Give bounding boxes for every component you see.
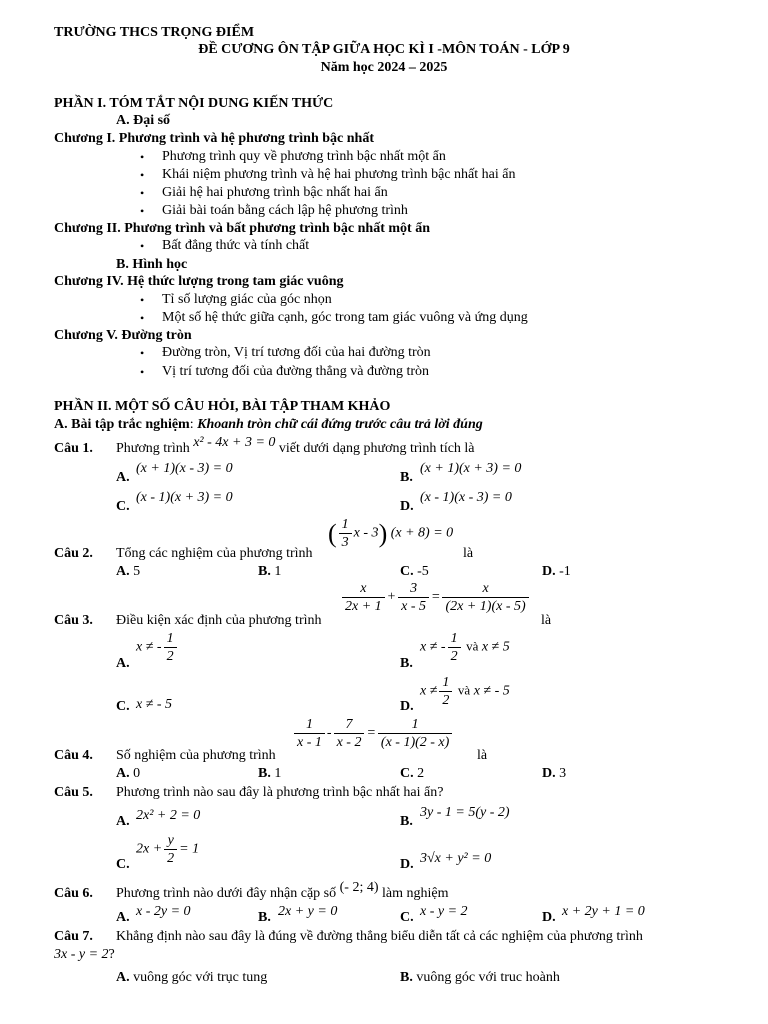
- q4-frac-2: [334, 716, 365, 751]
- q4-label: Câu 4.: [54, 748, 93, 763]
- q4-frac-2-den: x - 2: [336, 735, 362, 750]
- q3-frac-1-num: x: [342, 580, 385, 598]
- bullet-icon: •: [140, 239, 145, 253]
- q2-tail: là: [463, 546, 474, 561]
- q4-option-a-letter: A.: [116, 766, 130, 781]
- geometry-heading: B. Hình học: [116, 257, 188, 272]
- q5-label: Câu 5.: [54, 785, 93, 800]
- q3-b-and: và: [466, 638, 479, 654]
- q3-d-pre: x ≠: [420, 683, 438, 699]
- q6-option-a-letter[interactable]: A.: [116, 910, 130, 925]
- q5-text: Phương trình nào sau đây là phương trình bậc nhất hai ẩn?: [116, 785, 444, 800]
- q5-option-d[interactable]: 3√x + y² = 0: [420, 851, 492, 866]
- q3-option-a-letter[interactable]: A.: [116, 656, 130, 671]
- q3-option-d[interactable]: [420, 674, 510, 709]
- q4-tail: là: [477, 748, 488, 763]
- q3-b-pre: x ≠ -: [420, 639, 446, 655]
- q5-option-c[interactable]: [136, 832, 199, 867]
- q6-option-c[interactable]: x - y = 2: [420, 904, 468, 919]
- q1-equation: x² - 4x + 3 = 0: [193, 435, 276, 450]
- q3-frac-2-den: x - 5: [401, 599, 427, 614]
- chapter-1-heading: Chương I. Phương trình và hệ phương trình bậc nhất: [54, 131, 374, 146]
- school-name: TRƯỜNG THCS TRỌNG ĐIỂM: [54, 25, 255, 40]
- q5-option-b[interactable]: 3y - 1 = 5(y - 2): [420, 805, 510, 820]
- q6-option-d-letter[interactable]: D.: [542, 910, 556, 925]
- q3-text: Điều kiện xác định của phương trình: [116, 613, 322, 628]
- q5-option-b-letter[interactable]: B.: [400, 814, 413, 829]
- ch1-item-3: Giải hệ hai phương trình bậc nhất hai ẩn: [162, 185, 388, 200]
- q4-equals: =: [366, 725, 376, 741]
- q1-option-d-letter[interactable]: D.: [400, 499, 414, 514]
- q3-equals: =: [431, 589, 441, 605]
- algebra-heading: A. Đại số: [116, 113, 171, 128]
- q3-d-and: và: [457, 682, 471, 698]
- chapter-2-heading: Chương II. Phương trình và bất phương trình bậc nhất một ẩn: [54, 221, 430, 236]
- q3-frac-3-den: (2x + 1)(x - 5): [445, 599, 526, 614]
- q4-minus: -: [326, 725, 332, 741]
- q5-option-d-letter[interactable]: D.: [400, 857, 414, 872]
- q2-option-c-letter: C.: [400, 564, 414, 579]
- q3-d-den: 2: [442, 693, 450, 708]
- q7-option-a-letter: A.: [116, 970, 130, 985]
- q3-b-post: x ≠ 5: [481, 639, 510, 655]
- q7-label: Câu 7.: [54, 929, 93, 944]
- q2-option-a-letter: A.: [116, 564, 130, 579]
- q2-eq-fraction: [339, 516, 352, 551]
- school-year: Năm học 2024 – 2025: [320, 60, 448, 75]
- q1-label: Câu 1.: [54, 441, 93, 456]
- section-a-label: A. Bài tập trắc nghiệm: [54, 417, 190, 432]
- q4-option-c-letter: C.: [400, 766, 414, 781]
- q4-option-c-value: 2: [417, 766, 425, 781]
- q3-b-fraction: [448, 630, 461, 665]
- chapter-5-heading: Chương V. Đường tròn: [54, 328, 192, 343]
- q3-frac-3: [442, 580, 528, 615]
- q7-question-mark: ?: [108, 947, 115, 962]
- ch1-item-1: Phương trình quy về phương trình bậc nhất một ẩn: [162, 149, 446, 164]
- part2-heading: PHẦN II. MỘT SỐ CÂU HỎI, BÀI TẬP THAM KHẢO: [54, 399, 391, 414]
- q2-option-a-value: 5: [133, 564, 141, 579]
- section-a-line: [54, 416, 483, 433]
- q7-text: Khẳng định nào sau đây là đúng về đường thẳng biểu diễn tất cả các nghiệm của phương trình: [116, 929, 643, 944]
- q5-c-post: = 1: [179, 841, 200, 857]
- q4-frac-1-num: 1: [294, 716, 325, 734]
- q4-text: Số nghiệm của phương trình: [116, 748, 276, 763]
- q4-frac-3-den: (x - 1)(2 - x): [380, 735, 450, 750]
- q5-option-a-letter[interactable]: A.: [116, 814, 130, 829]
- bullet-icon: •: [140, 346, 145, 360]
- q3-equation: [340, 580, 531, 615]
- q4-option-b[interactable]: [258, 765, 281, 782]
- q4-frac-2-num: 7: [334, 716, 365, 734]
- q3-label: Câu 3.: [54, 613, 93, 628]
- q5-option-c-letter[interactable]: C.: [116, 857, 130, 872]
- q5-c-num: y: [164, 832, 177, 850]
- q2-option-d-letter: D.: [542, 564, 556, 579]
- q2-option-d[interactable]: [542, 563, 571, 580]
- ch1-item-2: Khái niệm phương trình và hệ hai phương trình bậc nhất hai ẩn: [162, 167, 516, 182]
- q3-option-c[interactable]: x ≠ - 5: [136, 697, 173, 712]
- q3-option-a[interactable]: [136, 630, 179, 665]
- bullet-icon: •: [140, 186, 145, 200]
- ch1-item-4: Giải bài toán bằng cách lập hệ phương trình: [162, 203, 408, 218]
- q7-option-b[interactable]: [400, 969, 560, 986]
- bullet-icon: •: [140, 204, 145, 218]
- q2-option-d-value: -1: [559, 564, 571, 579]
- q1-text: Phương trình: [116, 441, 190, 456]
- q4-option-d[interactable]: [542, 765, 566, 782]
- q3-b-den: 2: [450, 649, 458, 664]
- q4-frac-1-den: x - 1: [297, 735, 322, 750]
- q6-tail: làm nghiệm: [382, 886, 449, 901]
- q3-option-d-letter[interactable]: D.: [400, 699, 414, 714]
- q3-frac-2: [398, 580, 429, 615]
- q4-option-d-letter: D.: [542, 766, 556, 781]
- q3-option-c-letter[interactable]: C.: [116, 699, 130, 714]
- q1-option-a[interactable]: (x + 1)(x - 3) = 0: [136, 461, 233, 476]
- q2-eq-numerator: 1: [339, 516, 352, 534]
- bullet-icon: •: [140, 365, 145, 379]
- q3-a-num: 1: [164, 630, 177, 648]
- bullet-icon: •: [140, 311, 145, 325]
- q2-eq-denominator: 3: [341, 535, 349, 550]
- q4-frac-3: [378, 716, 452, 751]
- bullet-icon: •: [140, 168, 145, 182]
- q4-frac-1: [294, 716, 325, 751]
- q3-a-pre: x ≠ -: [136, 639, 162, 655]
- q6-option-b-letter[interactable]: B.: [258, 910, 271, 925]
- q2-option-b[interactable]: [258, 563, 281, 580]
- q4-option-a[interactable]: [116, 765, 140, 782]
- q6-option-b[interactable]: 2x + y = 0: [278, 904, 338, 919]
- q3-option-b[interactable]: [420, 630, 510, 665]
- q1-option-b-letter[interactable]: B.: [400, 470, 413, 485]
- q5-c-den: 2: [167, 851, 175, 866]
- q3-frac-2-num: 3: [398, 580, 429, 598]
- q2-eq-mid: x - 3: [353, 525, 379, 541]
- q3-frac-1-den: 2x + 1: [345, 599, 382, 614]
- q3-option-b-letter[interactable]: B.: [400, 656, 413, 671]
- ch2-item-1: Bất đẳng thức và tính chất: [162, 238, 310, 253]
- q4-option-a-value: 0: [133, 766, 141, 781]
- q4-option-c[interactable]: [400, 765, 424, 782]
- q1-option-a-letter[interactable]: A.: [116, 470, 130, 485]
- part1-heading: PHẦN I. TÓM TẮT NỘI DUNG KIẾN THỨC: [54, 96, 334, 111]
- q6-label: Câu 6.: [54, 886, 93, 901]
- q5-c-pre: 2x +: [136, 841, 163, 857]
- q3-tail: là: [541, 613, 552, 628]
- q2-eq-close: ): [378, 519, 388, 548]
- q3-plus: +: [386, 589, 397, 605]
- section-a-colon: :: [189, 417, 198, 432]
- q1-tail: viết dưới dạng phương trình tích là: [278, 441, 475, 456]
- q4-option-b-value: 1: [274, 766, 282, 781]
- q2-option-b-value: 1: [274, 564, 282, 579]
- q3-a-den: 2: [166, 649, 174, 664]
- q6-pair: (- 2; 4): [339, 880, 379, 895]
- q6-option-c-letter[interactable]: C.: [400, 910, 414, 925]
- q2-text: Tổng các nghiệm của phương trình: [116, 546, 313, 561]
- q7-equation-line: [54, 946, 115, 963]
- q2-option-b-letter: B.: [258, 564, 271, 579]
- q1-option-c-letter[interactable]: C.: [116, 499, 130, 514]
- q6-text: Phương trình nào dưới đây nhận cặp số: [116, 886, 337, 901]
- q4-option-d-value: 3: [559, 766, 567, 781]
- bullet-icon: •: [140, 293, 145, 307]
- bullet-icon: •: [140, 150, 145, 164]
- q5-option-a[interactable]: 2x² + 2 = 0: [136, 808, 201, 823]
- q7-option-b-text: vuông góc với truc hoành: [416, 970, 560, 985]
- q5-c-fraction: [164, 832, 177, 867]
- q2-eq-open: (: [328, 519, 337, 548]
- q3-frac-3-num: x: [442, 580, 528, 598]
- q4-equation: [292, 716, 454, 751]
- document-title: ĐỀ CƯƠNG ÔN TẬP GIỮA HỌC KÌ I -MÔN TOÁN - LỚP 9: [198, 42, 570, 57]
- q2-equation: [328, 516, 453, 551]
- q2-label: Câu 2.: [54, 546, 93, 561]
- section-a-instruction: Khoanh tròn chữ cái đứng trước câu trả lời đúng: [197, 417, 483, 432]
- q7-option-a[interactable]: [116, 969, 267, 986]
- ch5-item-1: Đường tròn, Vị trí tương đối của hai đường tròn: [162, 345, 431, 360]
- q2-eq-tail: (x + 8) = 0: [390, 525, 454, 541]
- q1-option-b[interactable]: (x + 1)(x + 3) = 0: [420, 461, 522, 476]
- q3-d-fraction: [439, 674, 452, 709]
- q1-option-c[interactable]: (x - 1)(x + 3) = 0: [136, 490, 233, 505]
- q4-option-b-letter: B.: [258, 766, 271, 781]
- q3-b-num: 1: [448, 630, 461, 648]
- q1-option-d[interactable]: (x - 1)(x - 3) = 0: [420, 490, 512, 505]
- q3-d-num: 1: [439, 674, 452, 692]
- q7-option-b-letter: B.: [400, 970, 413, 985]
- q1-stem: [116, 435, 475, 457]
- q6-option-d[interactable]: x + 2y + 1 = 0: [562, 904, 645, 919]
- q2-option-a[interactable]: [116, 563, 140, 580]
- q3-frac-1: [342, 580, 385, 615]
- q6-stem: [116, 880, 449, 902]
- ch5-item-2: Vị trí tương đối của đường thẳng và đường tròn: [162, 364, 429, 379]
- q3-a-fraction: [164, 630, 177, 665]
- q7-option-a-text: vuông góc với trục tung: [133, 970, 268, 985]
- ch4-item-1: Tỉ số lượng giác của góc nhọn: [162, 292, 332, 307]
- chapter-4-heading: Chương IV. Hệ thức lượng trong tam giác vuông: [54, 274, 344, 289]
- q7-equation: 3x - y = 2: [54, 947, 109, 962]
- q4-frac-3-num: 1: [378, 716, 452, 734]
- q2-option-c-value: -5: [417, 564, 429, 579]
- q3-d-post: x ≠ - 5: [473, 683, 510, 699]
- q2-option-c[interactable]: [400, 563, 429, 580]
- q6-option-a[interactable]: x - 2y = 0: [136, 904, 191, 919]
- ch4-item-2: Một số hệ thức giữa cạnh, góc trong tam giác vuông và ứng dụng: [162, 310, 528, 325]
